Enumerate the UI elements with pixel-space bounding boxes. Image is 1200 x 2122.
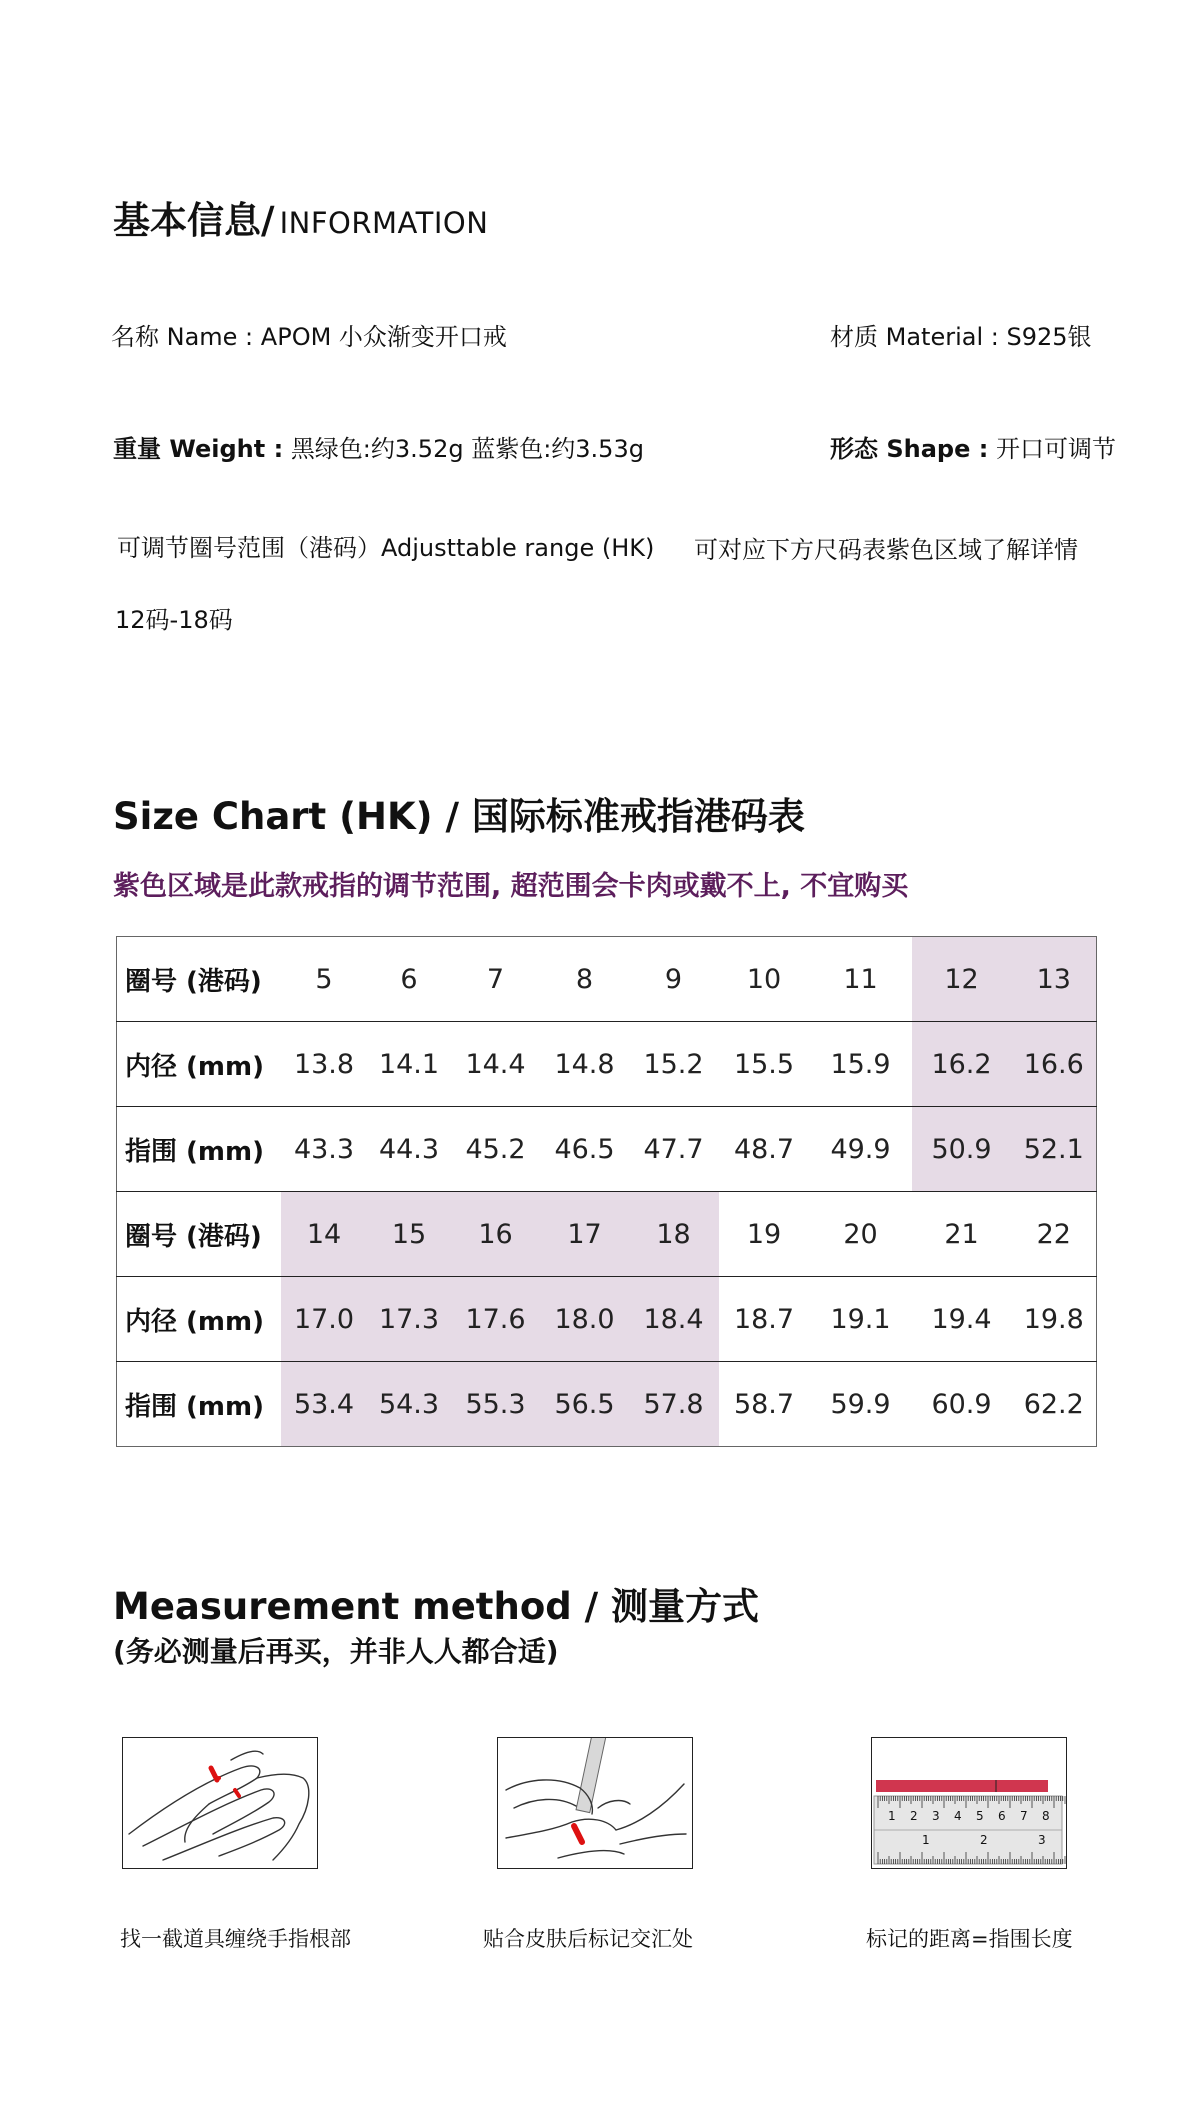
table-cell-highlight: 50.9 [912,1107,1012,1192]
table-row [117,1277,1097,1362]
size-chart-heading: Size Chart (HK) / 国际标准戒指港码表 [113,795,805,838]
info-name-value: APOM 小众渐变开口戒 [260,323,507,351]
table-cell: 21 [912,1192,1012,1277]
info-weight-value: 黑绿色:约3.52g 蓝紫色:约3.53g [290,435,644,463]
step-caption-3: 标记的距离=指围长度 [866,1927,1073,1951]
table-cell: 49.9 [810,1107,912,1192]
table-cell: 47.7 [629,1107,719,1192]
table-cell-highlight: 57.8 [629,1362,719,1447]
table-cell: 48.7 [719,1107,810,1192]
table-cell: 14.8 [541,1022,629,1107]
ruler-tick-label: 1 [922,1833,930,1847]
table-cell: 11 [810,937,912,1022]
table-cell: 18.7 [719,1277,810,1362]
info-shape-label: 形态 Shape : [830,435,989,463]
table-row [117,1362,1097,1447]
table-cell-highlight: 18.0 [541,1277,629,1362]
table-cell-highlight: 16.2 [912,1022,1012,1107]
info-heading-cn: 基本信息/ [113,199,275,242]
measurement-heading: Measurement method / 测量方式 [113,1585,760,1628]
table-cell: 14.4 [451,1022,541,1107]
info-name-label: 名称 Name : [111,323,254,351]
ruler-tick-label: 8 [1042,1809,1050,1823]
ruler-tick-label: 4 [954,1809,962,1823]
step-caption-2: 贴合皮肤后标记交汇处 [483,1927,693,1951]
ruler-tick-label: 2 [980,1833,988,1847]
ruler-tick-label: 3 [1038,1833,1046,1847]
table-row [117,1192,1097,1277]
table-cell: 60.9 [931,1388,992,1420]
info-range-value: 12码-18码 [115,606,233,634]
info-weight [113,429,644,464]
info-shape-value: 开口可调节 [995,435,1116,463]
table-cell-highlight: 52.1 [1012,1107,1097,1192]
table-cell: 10 [719,937,810,1022]
table-cell: 6 [368,937,451,1022]
table-row [117,1107,1097,1192]
table-cell-highlight: 56.5 [541,1362,629,1447]
table-cell: 43.3 [281,1107,368,1192]
info-weight-label: 重量 Weight : [113,435,284,463]
table-cell: 22 [1012,1192,1097,1277]
info-heading-en: INFORMATION [279,206,489,240]
table-cell: 15.5 [719,1022,810,1107]
table-cell: 5 [281,937,368,1022]
table-cell: 15.9 [810,1022,912,1107]
ruler-tick-label: 5 [976,1809,984,1823]
info-material [830,317,1092,352]
table-cell: 14.1 [368,1022,451,1107]
measurement-subheading: (务必测量后再买，并非人人都合适) [113,1635,559,1668]
table-cell-highlight: 14 [281,1192,368,1277]
info-heading [113,190,488,244]
table-cell: 19.1 [810,1277,912,1362]
ruler-tick-label: 1 [888,1809,896,1823]
table-cell-highlight: 16.6 [1012,1022,1097,1107]
info-shape [830,429,1116,464]
row-label: 圈号 (港码) [117,937,281,1022]
row-label: 内径 (mm) [117,1277,281,1362]
row-label: 指围 (mm) [125,1391,265,1422]
table-cell-highlight: 18.4 [629,1277,719,1362]
row-label: 圈号 (港码) [117,1192,281,1277]
table-cell: 13.8 [281,1022,368,1107]
pen-mark-icon [497,1737,693,1869]
table-cell: 62.2 [1023,1388,1084,1420]
table-cell: 8 [541,937,629,1022]
table-cell: 15.2 [629,1022,719,1107]
info-material-value: S925银 [1006,323,1092,351]
row-label: 指围 (mm) [117,1107,281,1192]
ruler-tick-label: 6 [998,1809,1006,1823]
table-cell-highlight: 53.4 [281,1362,368,1447]
table-row [117,937,1097,1022]
table-cell: 46.5 [541,1107,629,1192]
table-cell-highlight: 18 [629,1192,719,1277]
ruler-tick-label: 2 [910,1809,918,1823]
ruler-tick-label: 7 [1020,1809,1028,1823]
info-range-note: 可对应下方尺码表紫色区域了解详情 [694,536,1078,564]
table-cell: 59.9 [830,1388,891,1420]
table-cell-highlight: 12 [912,937,1012,1022]
table-cell-highlight: 17.6 [451,1277,541,1362]
row-label: 内径 (mm) [117,1022,281,1107]
table-cell-highlight: 17.0 [281,1277,368,1362]
info-material-label: 材质 Material : [830,323,999,351]
table-cell-highlight: 55.3 [451,1362,541,1447]
table-cell: 19.8 [1012,1277,1097,1362]
table-cell-highlight: 15 [368,1192,451,1277]
table-cell: 45.2 [451,1107,541,1192]
table-cell: 44.3 [368,1107,451,1192]
table-cell-highlight: 17 [541,1192,629,1277]
table-cell-highlight: 17.3 [368,1277,451,1362]
size-chart-note: 紫色区域是此款戒指的调节范围, 超范围会卡肉或戴不上, 不宜购买 [113,871,909,902]
table-cell-highlight: 54.3 [368,1362,451,1447]
step-caption-1: 找一截道具缠绕手指根部 [120,1927,351,1951]
ruler-tick-label: 3 [932,1809,940,1823]
table-cell: 20 [810,1192,912,1277]
hand-wrap-icon [122,1737,318,1869]
table-cell: 7 [451,937,541,1022]
table-cell: 9 [629,937,719,1022]
table-cell: 19.4 [912,1277,1012,1362]
info-range-label: 可调节圈号范围（港码）Adjusttable range (HK) [117,534,655,562]
table-cell-highlight: 16 [451,1192,541,1277]
size-chart-table [116,936,1097,1447]
table-cell-highlight: 13 [1012,937,1097,1022]
table-row [117,1022,1097,1107]
ruler-icon [871,1737,1067,1869]
info-name [111,317,507,352]
table-cell: 19 [719,1192,810,1277]
table-cell: 58.7 [733,1388,795,1420]
